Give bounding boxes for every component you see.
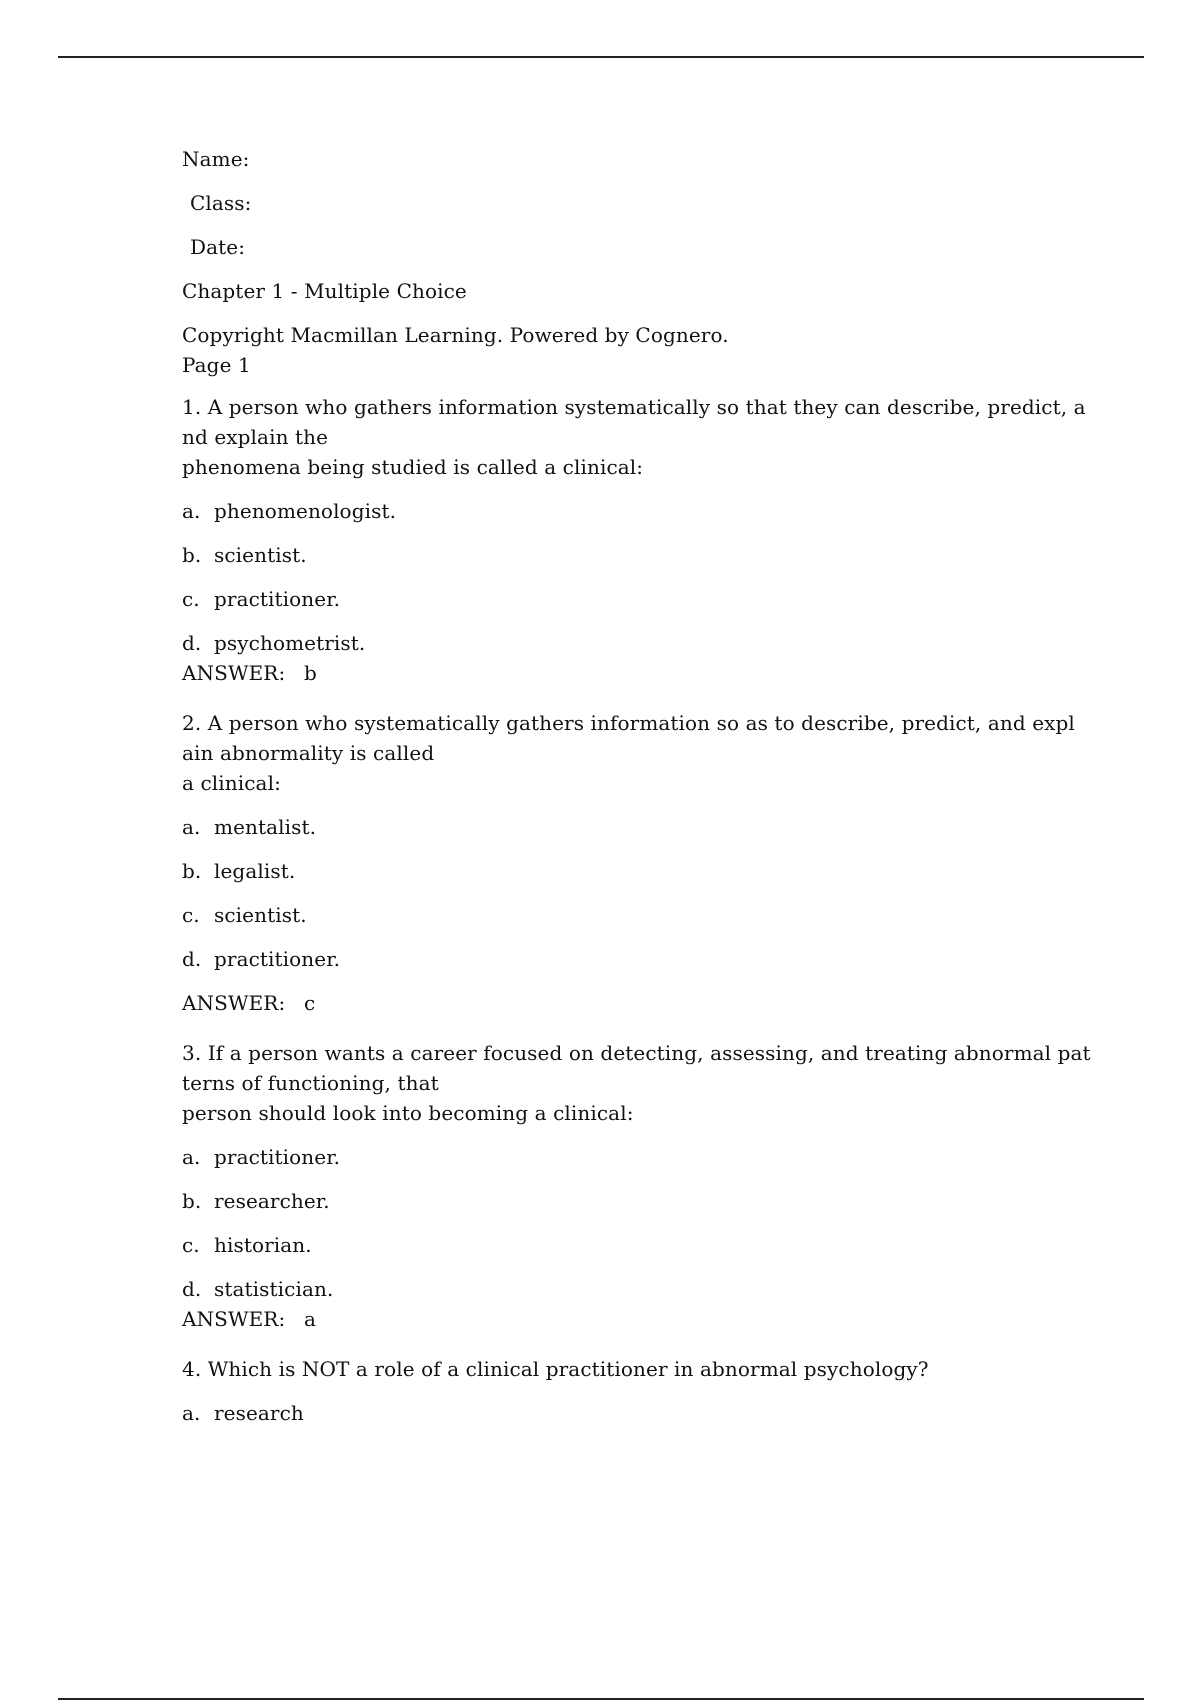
answer-label: ANSWER: [182,661,286,685]
option-letter: d. [182,631,202,655]
option-text: practitioner. [214,947,341,971]
stem-line: person should look into becoming a clinical: [182,1101,634,1125]
answer-value: a [304,1307,317,1331]
answer-value: b [304,661,317,685]
stem-line: 2. A person who systematically gathers information so as to describe, predict, and expl [182,711,1075,735]
name-label: Name: [182,147,250,171]
option-text: legalist. [214,859,296,883]
option-letter: a. [182,1401,201,1425]
stem-line: a clinical: [182,771,281,795]
answer-label: ANSWER: [182,1307,286,1331]
class-label: Class: [190,191,252,215]
question-3 [182,1038,1091,1334]
option-c [182,584,1062,614]
option-letter: c. [182,1233,200,1257]
option-a [182,1398,1062,1428]
option-d [182,944,1062,974]
option-a [182,812,1062,842]
option-a [182,1142,1062,1172]
question-2 [182,708,1075,1018]
stem-line: phenomena being studied is called a clinical: [182,455,644,479]
question-stem [182,708,1075,798]
option-text: practitioner. [214,1145,341,1169]
answer-line [182,1304,1062,1334]
question-stem [182,1354,1062,1384]
stem-line: 4. Which is NOT a role of a clinical practitioner in abnormal psychology? [182,1357,929,1381]
option-b [182,856,1062,886]
top-rule [58,56,1144,58]
option-text: historian. [214,1233,312,1257]
option-text: mentalist. [214,815,317,839]
copyright-text: Copyright Macmillan Learning. Powered by Cognero. [182,323,729,347]
option-letter: a. [182,815,201,839]
page-number: Page 1 [182,353,251,377]
option-text: scientist. [214,543,307,567]
chapter-title: Chapter 1 - Multiple Choice [182,279,467,303]
option-text: psychometrist. [214,631,366,655]
option-letter: b. [182,543,202,567]
answer-label: ANSWER: [182,991,286,1015]
question-4 [182,1354,1062,1428]
answer-value: c [304,991,316,1015]
document-body [182,144,1091,1442]
option-letter: d. [182,947,202,971]
stem-line: ain abnormality is called [182,741,435,765]
answer-line [182,988,1062,1018]
option-b [182,1186,1062,1216]
question-stem [182,1038,1091,1128]
stem-line: nd explain the [182,425,329,449]
question-1 [182,392,1086,688]
option-letter: b. [182,1189,202,1213]
question-stem [182,392,1086,482]
option-c [182,1230,1062,1260]
option-text: researcher. [214,1189,330,1213]
option-d [182,1274,1062,1304]
stem-line: 1. A person who gathers information systematically so that they can describe, predict, a [182,395,1086,419]
option-letter: b. [182,859,202,883]
option-letter: d. [182,1277,202,1301]
answer-line [182,658,1062,688]
date-label: Date: [190,235,246,259]
stem-line: terns of functioning, that [182,1071,439,1095]
option-c [182,900,1062,930]
option-letter: c. [182,903,200,927]
option-d [182,628,1062,658]
option-text: practitioner. [214,587,341,611]
copyright-block [182,320,1062,380]
option-letter: c. [182,587,200,611]
option-a [182,496,1062,526]
option-text: scientist. [214,903,307,927]
option-letter: a. [182,1145,201,1169]
stem-line: 3. If a person wants a career focused on detecting, assessing, and treating abnormal pat [182,1041,1091,1065]
option-text: phenomenologist. [214,499,397,523]
option-text: statistician. [214,1277,334,1301]
option-text: research [214,1401,304,1425]
option-letter: a. [182,499,201,523]
option-b [182,540,1062,570]
